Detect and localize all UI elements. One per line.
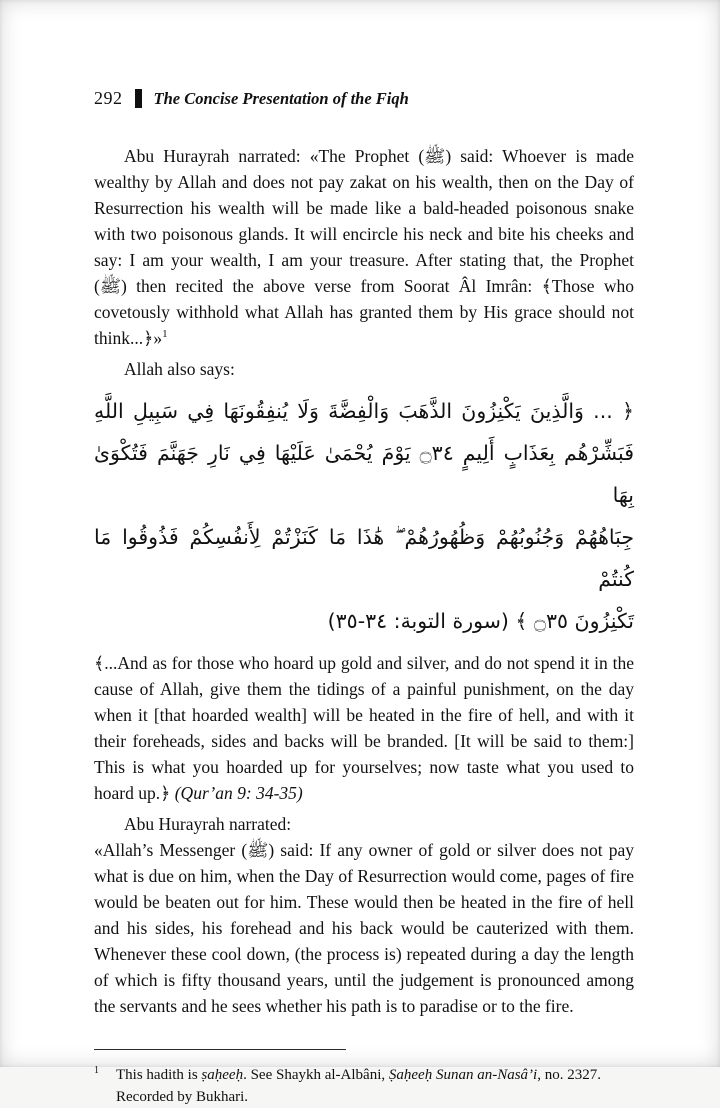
- translation-text: ﴾...And as for those who hoard up gold and silver, and do not spend it in the cause of Allah, give them the tidings of a painful punishment, on the day when it [that hoarded wealth] will be heated in the fire of hell, and with it their foreheads, sides and backs will be branded. [It will be said to them:] This is what you hoarded up for yourselves; now taste what you used to hoard up.﴿: [94, 653, 634, 803]
- arabic-verse-line: جِبَاهُهُمْ وَجُنُوبُهُمْ وَظُهُورُهُمْ ۖ هَٰذَا مَا كَنَزْتُمْ لِأَنفُسِكُمْ فَذُوقُوا مَا كُنتُمْ: [94, 525, 634, 591]
- page-content: [94, 88, 635, 1105]
- quran-arabic-verse: [94, 390, 634, 642]
- paragraph-hadith-1: [94, 143, 634, 351]
- footnote-rule: [94, 1049, 346, 1050]
- footnote-part: . See Shaykh al-Albâni,: [243, 1067, 389, 1083]
- arabic-verse-line: فَبَشِّرْهُم بِعَذَابٍ أَلِيمٍ ۝٣٤ يَوْمَ يُحْمَىٰ عَلَيْهَا فِي نَارِ جَهَنَّمَ فَتُكْوَىٰ بِهَا: [94, 441, 634, 507]
- page-header: [94, 88, 634, 109]
- paragraph-hadith-1-text: Abu Hurayrah narrated: «The Prophet (ﷺ) said: Whoever is made wealthy by Allah and does not pay zakat on his wealth, then on the Day of Resurrection his wealth will be made like a bald-headed poisonous snake with two poisonous glands. It will encircle his neck and bite his cheeks and say: I am your wealth, I am your treasure. After stating that, the Prophet (ﷺ) then recited the above verse from Soorat Âl Imrân: ﴾Those who covetously withhold what Allah has granted them by His grace should not think...﴿»: [94, 146, 635, 348]
- paragraph-allah-also-says: Allah also says:: [124, 359, 235, 379]
- header-divider-bar: [135, 89, 142, 108]
- page-number: 292: [94, 88, 123, 108]
- book-title: The Concise Presentation of the Fiqh: [153, 88, 409, 108]
- footnote-part-italic: Ṣaḥeeḥ Sunan an-Nasâ’i: [388, 1067, 538, 1083]
- footnote-part: This hadith is: [116, 1067, 202, 1083]
- arabic-verse-line-with-citation: تَكْنِزُونَ ۝٣٥ ﴾ (سورة التوبة: ٣٤-٣٥): [327, 609, 634, 633]
- paragraph-translation: [94, 650, 634, 806]
- paragraph-hadith-2: «Allah’s Messenger (ﷺ) said: If any owner of gold or silver does not pay what is due on him, when the Day of Resurrection would come, pages of fire would be beaten out for him. These would then be heated in the fire of hell and his sides, his forehead and his back would be cauterized with them. Whenever these cool down, (the process is) repeated during a day the length of which is fifty thousand years, until the judgement is pronounced among the servants and he sees whether his path is to paradise or to the fire.: [94, 840, 634, 1016]
- footnote-marker: 1: [94, 1065, 99, 1076]
- quran-citation: (Qur’an 9: 34-35): [174, 783, 303, 803]
- arabic-verse-line: ﴿ ... وَالَّذِينَ يَكْنِزُونَ الذَّهَبَ وَالْفِضَّةَ وَلَا يُنفِقُونَهَا فِي سَبِيلِ اللَّهِ: [94, 399, 634, 423]
- footnote-part-italic: ṣaḥeeḥ: [201, 1067, 244, 1083]
- footnote-section: [94, 1049, 634, 1108]
- paragraph-narrator: Abu Hurayrah narrated:: [124, 814, 292, 834]
- footnote-part: , no. 2327. Recorded by Bukhari.: [116, 1067, 601, 1105]
- footnote-reference: 1: [162, 328, 168, 341]
- footnote-text: [94, 1060, 634, 1108]
